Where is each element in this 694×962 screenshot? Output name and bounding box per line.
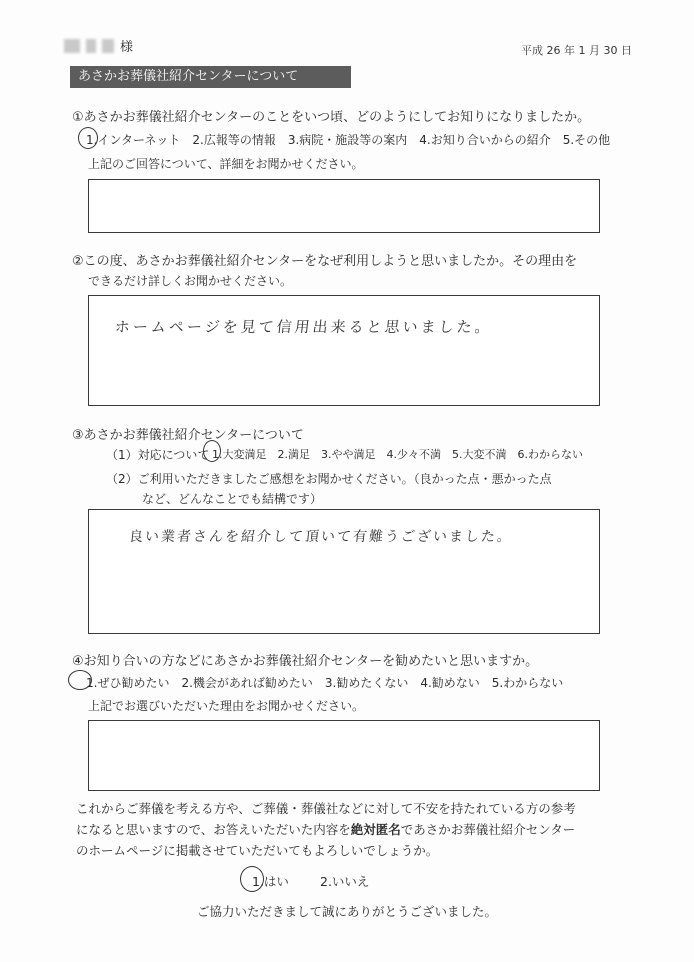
q4-followup: 上記でお選びいただいた理由をお聞かせください。 bbox=[88, 699, 365, 713]
honorific: 様 bbox=[120, 40, 134, 55]
q3-sub1-label: （1）対応について bbox=[106, 448, 210, 462]
closing-line2-post: であさかお葬儀社紹介センター bbox=[400, 822, 576, 837]
publish-no-option[interactable]: 2.いいえ bbox=[320, 874, 370, 889]
redacted-name-block bbox=[64, 39, 80, 53]
closing-line3: のホームページに掲載させていただいてもよろしいでしょうか。 bbox=[76, 843, 439, 858]
q3-handwritten-answer: 良い業者さんを紹介して頂いて有難うございました。 bbox=[128, 529, 514, 545]
q2-handwritten-answer: ホームページを見て信用出来ると思いました。 bbox=[114, 318, 494, 336]
closing-line1: これからご葬儀を考える方や、ご葬儀・葬儀社などに対して不安を持たれている方の参考 bbox=[76, 801, 576, 816]
q3-sub1-options[interactable]: 1.大変満足 2.満足 3.やや満足 4.少々不満 5.大変不満 6.わからない bbox=[212, 448, 583, 461]
q3-answer-box[interactable] bbox=[88, 509, 600, 634]
page-title: あさかお葬儀社紹介センターについて bbox=[70, 66, 351, 88]
closing-paragraph bbox=[76, 798, 636, 861]
publish-yes-option[interactable]: 1.はい bbox=[252, 874, 289, 889]
thanks-message: ご協力いただきまして誠にありがとうございました。 bbox=[196, 904, 497, 919]
q1-answer-box[interactable] bbox=[88, 179, 600, 233]
q3-sub2-line2: など、どんなことでも結構です） bbox=[142, 492, 323, 506]
recipient-name bbox=[64, 36, 133, 55]
q4-question: ④お知り合いの方などにあさかお葬儀社紹介センターを勧めたいと思いますか。 bbox=[72, 654, 539, 669]
q3-question: ③あさかお葬儀社紹介センターについて bbox=[72, 428, 304, 443]
anonymous-emphasis: 絶対匿名 bbox=[350, 822, 401, 837]
date: 平成 26 年 1 月 30 日 bbox=[521, 44, 632, 57]
q1-options[interactable]: 1.インターネット 2.広報等の情報 3.病院・施設等の案内 4.お知り合いからの紹介 5.その他 bbox=[86, 133, 611, 147]
redacted-name-block bbox=[102, 39, 114, 53]
q2-answer-box[interactable] bbox=[88, 295, 600, 406]
q1-followup: 上記のご回答について、詳細をお聞かせください。 bbox=[88, 157, 364, 171]
q4-options[interactable]: 1.ぜひ勧めたい 2.機会があれば勧めたい 3.勧めたくない 4.勧めない 5.わからない bbox=[86, 676, 564, 690]
closing-line2 bbox=[76, 819, 636, 840]
redacted-name-block bbox=[86, 39, 96, 53]
q1-question: ①あさかお葬儀社紹介センターのことをいつ頃、どのようにしてお知りになりましたか。 bbox=[72, 110, 591, 125]
closing-line2-pre: になると思いますので、お答えいただいた内容を bbox=[76, 822, 351, 837]
q4-answer-box[interactable] bbox=[88, 720, 600, 791]
q2-question-line2: できるだけ詳しくお聞かせください。 bbox=[88, 274, 293, 288]
q2-question-line1: ②この度、あさかお葬儀社紹介センターをなぜ利用しようと思いましたか。その理由を bbox=[72, 254, 578, 269]
q3-sub2-line1: （2）ご利用いただきましたご感想をお聞かせください。（良かった点・悪かった点 bbox=[106, 472, 552, 486]
